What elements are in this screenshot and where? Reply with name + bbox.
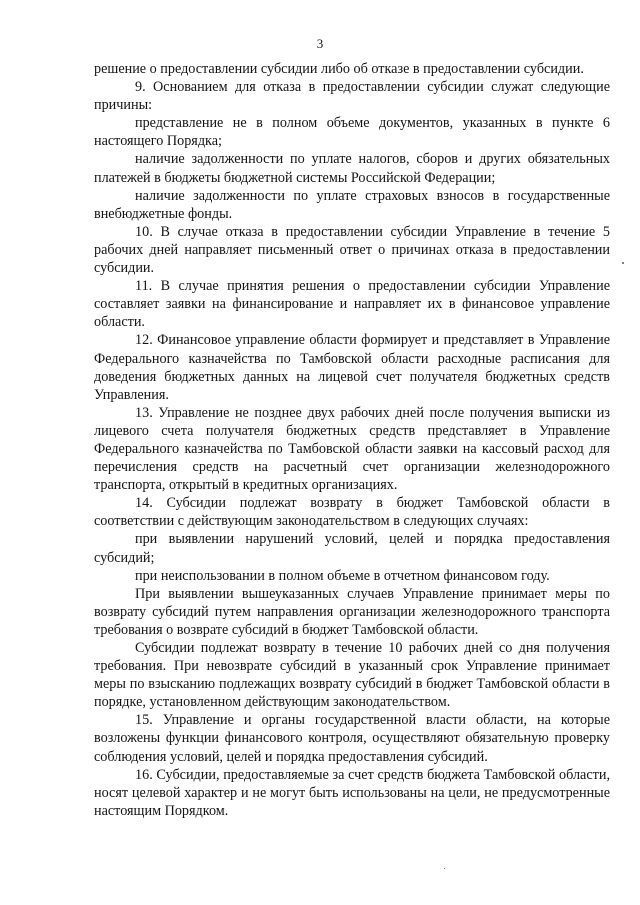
paragraph-case-violations: при выявлении нарушений условий, целей и порядка предоставления субсидий; [94, 531, 610, 566]
paragraph-item-16: 16. Субсидии, предоставляемые за счет средств бюджета Тамбовской области, носят целевой характер и не могут быть использованы на цели, не предусмотренные настоящим Порядком. [94, 766, 610, 819]
page-number: 3 [316, 36, 324, 51]
paragraph-return-deadline: Субсидии подлежат возврату в течение 10 рабочих дней со дня получения требования. При невозврате субсидий в указанный срок Управление принимает меры по взысканию подлежащих возврату субсидий в бюджет Тамбовской области в порядке, установленном действующим законодательством. [94, 640, 610, 711]
paragraph-item-14: 14. Субсидии подлежат возврату в бюджет Тамбовской области в соответствии с действующим законодательством в следующих случаях: [94, 495, 610, 530]
paragraph-item-11: 11. В случае принятия решения о предоставлении субсидии Управление составляет заявки на финансирование и направляет их в финансовое управление области. [94, 278, 610, 331]
paragraph-reason-tax-debt: наличие задолженности по уплате налогов, сборов и других обязательных платежей в бюджеты бюджетной системы Российской Федерации; [94, 151, 610, 186]
paragraph-item-13: 13. Управление не позднее двух рабочих дней после получения выписки из лицевого счета получателя бюджетных средств представляет в Управление Федерального казначейства по Тамбовской области заявки на кассовый расход для перечисления средств на расчетный счет организации железнодорожного транспорта, открытый в кредитных организациях. [94, 404, 610, 494]
paragraph-continuation: решение о предоставлении субсидии либо об отказе в предоставлении субсидии. [94, 61, 584, 77]
paragraph-case-unused: при неиспользовании в полном объеме в отчетном финансовом году. [135, 567, 550, 584]
paragraph-return-measures: При выявлении вышеуказанных случаев Управление принимает меры по возврату субсидий путем направления организации железнодорожного транспорта требования о возврате субсидий в бюджет Тамбовской области. [94, 585, 610, 638]
paragraph-item-12: 12. Финансовое управление области формирует и представляет в Управление Федерального казначейства по Тамбовской области расходные расписания для доведения бюджетных данных на лицевой счет получателя бюджетных средств Управления. [94, 332, 610, 403]
scan-speck [622, 262, 624, 264]
document-body [94, 60, 610, 820]
paragraph-reason-insurance-debt: наличие задолженности по уплате страховых взносов в государственные внебюджетные фонды. [94, 187, 610, 222]
paragraph-item-9: 9. Основанием для отказа в предоставлении субсидии служат следующие причины: [94, 79, 610, 114]
scan-speck [444, 868, 445, 869]
paragraph-reason-documents: представление не в полном объеме документов, указанных в пункте 6 настоящего Порядка; [94, 115, 610, 150]
paragraph-item-15: 15. Управление и органы государственной власти области, на которые возложены функции финансового контроля, осуществляют обязательную проверку соблюдения условий, целей и порядка предоставления субсидий. [94, 712, 610, 765]
paragraph-item-10: 10. В случае отказа в предоставлении субсидии Управление в течение 5 рабочих дней направляет письменный ответ о причинах отказа в предоставлении субсидии. [94, 223, 610, 277]
